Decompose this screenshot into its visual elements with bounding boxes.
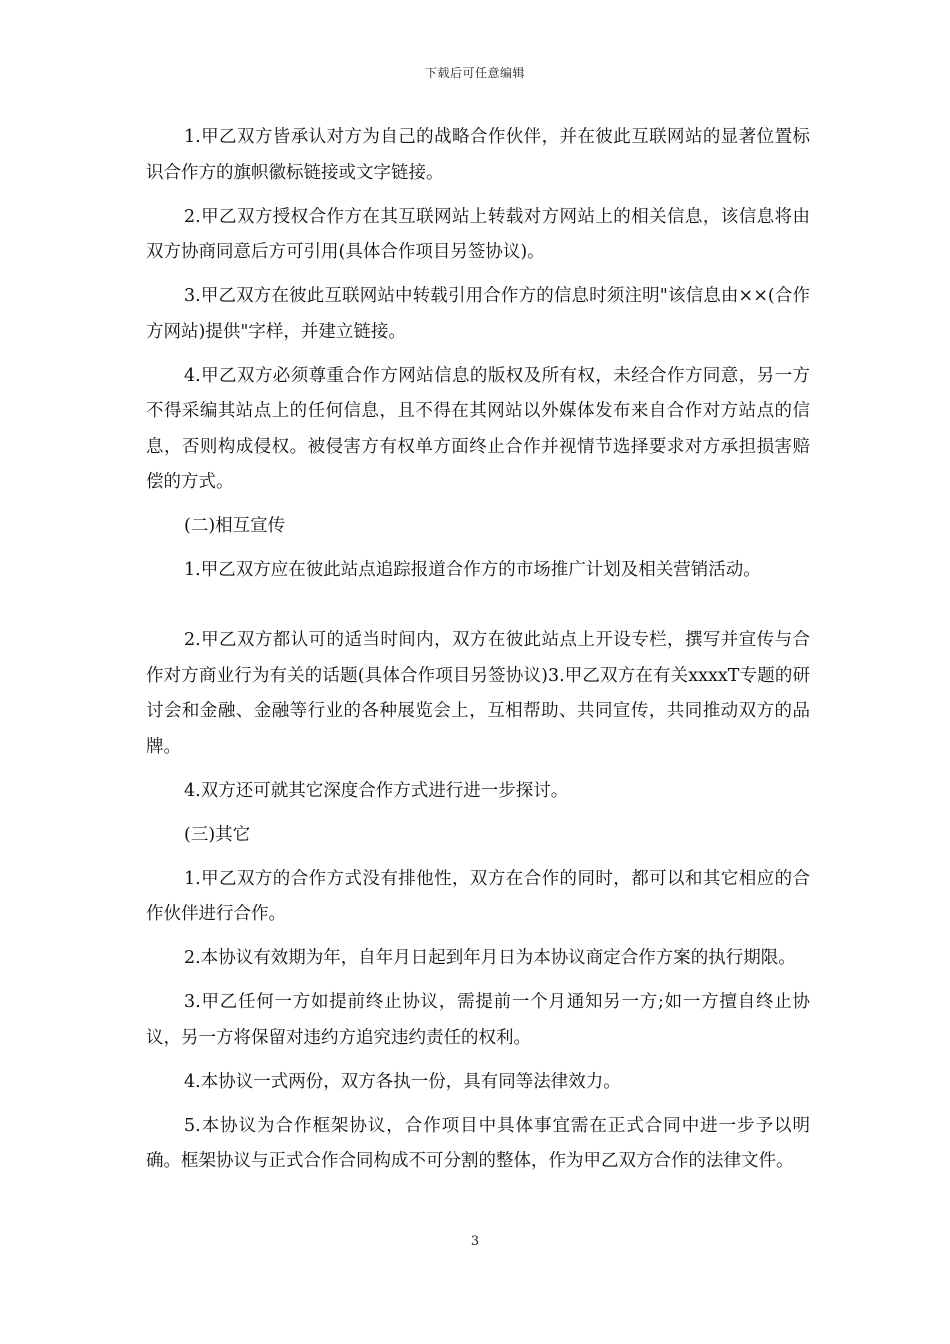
paragraph-cooperation-3: 3.甲乙双方在彼此互联网站中转载引用合作方的信息时须注明"该信息由××(合作方网站)提供"字样，并建立链接。 xyxy=(146,286,810,342)
section-heading-mutual-promotion: (二)相互宣传 xyxy=(184,516,286,536)
paragraph-other-5: 5.本协议为合作框架协议，合作项目中具体事宜需在正式合同中进一步予以明确。框架协议与正式合作合同构成不可分割的整体，作为甲乙双方合作的法律文件。 xyxy=(146,1115,810,1171)
paragraph-cooperation-1: 1.甲乙双方皆承认对方为自己的战略合作伙伴，并在彼此互联网站的显著位置标识合作方的旗帜徽标链接或文字链接。 xyxy=(146,127,810,183)
paragraph-other-4: 4.本协议一式两份，双方各执一份，具有同等法律效力。 xyxy=(184,1071,621,1092)
document-body xyxy=(146,120,810,1188)
paragraph-cooperation-4: 4.甲乙双方必须尊重合作方网站信息的版权及所有权，未经合作方同意，另一方不得采编其站点上的任何信息，且不得在其网站以外媒体发布来自合作对方站点的信息，否则构成侵权。被侵害方有权单方面终止合作并视情节选择要求对方承担损害赔偿的方式。 xyxy=(146,365,810,492)
page-number: 3 xyxy=(470,1234,480,1249)
paragraph-promotion-1: 1.甲乙双方应在彼此站点追踪报道合作方的市场推广计划及相关营销活动。 xyxy=(184,560,761,580)
paragraph-cooperation-2: 2.甲乙双方授权合作方在其互联网站上转载对方网站上的相关信息，该信息将由双方协商同意后方可引用(具体合作项目另签协议)。 xyxy=(146,206,810,262)
paragraph-other-1: 1.甲乙双方的合作方式没有排他性，双方在合作的同时，都可以和其它相应的合作伙伴进行合作。 xyxy=(146,868,810,924)
paragraph-spacer xyxy=(146,597,810,623)
page-header: 下载后可任意编辑 xyxy=(424,66,525,80)
paragraph-other-3: 3.甲乙任何一方如提前终止协议，需提前一个月通知另一方;如一方擅自终止协议，另一方将保留对违约方追究违约责任的权利。 xyxy=(146,992,810,1048)
section-heading-other: (三)其它 xyxy=(184,824,251,845)
paragraph-promotion-2: 2.甲乙双方都认可的适当时间内，双方在彼此站点上开设专栏，撰写并宣传与合作对方商业行为有关的话题(具体合作项目另签协议)3.甲乙双方在有关xxxxT专题的研讨会和金融、金融等行业的各种展览会上，互相帮助、共同宣传，共同推动双方的品牌。 xyxy=(146,630,810,757)
paragraph-other-2: 2.本协议有效期为年，自年月日起到年月日为本协议商定合作方案的执行期限。 xyxy=(184,948,796,968)
paragraph-promotion-4: 4.双方还可就其它深度合作方式进行进一步探讨。 xyxy=(184,780,569,801)
